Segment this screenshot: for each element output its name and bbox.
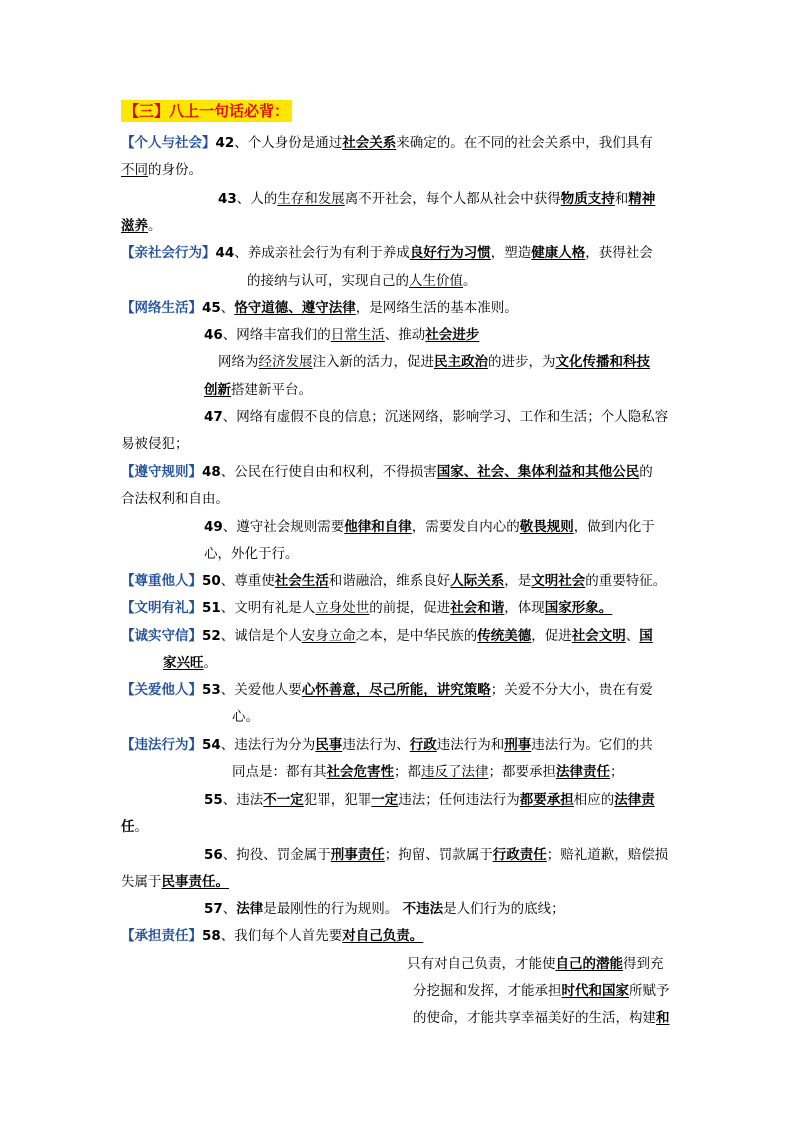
text-line (121, 434, 189, 454)
key-term: 家兴旺 (163, 655, 204, 671)
plain-text: 、 (220, 300, 235, 316)
bold-text: 58 (202, 928, 221, 944)
plain-text: 犯罪，犯罪 (303, 792, 372, 808)
key-term: 社会和谐 (450, 600, 505, 616)
key-term: 民事 (315, 737, 343, 753)
plain-text: 、个人身份是通过 (234, 135, 343, 151)
plain-text: ； (610, 764, 624, 780)
key-term: 法律责任 (556, 764, 610, 780)
key-term: 行政责任 (492, 847, 547, 863)
plain-text: 、文明有礼是人 (220, 600, 316, 616)
text-line (204, 790, 655, 810)
text-line (163, 653, 217, 673)
topic-tag: 【尊重他人】 (121, 573, 202, 589)
text-line (121, 735, 653, 755)
plain-text: 来确定的。在不同的社会关系中，我们具有 (396, 135, 653, 151)
text-line (121, 598, 612, 618)
bold-text: 法律 (236, 901, 264, 917)
key-term: 和 (656, 1010, 670, 1026)
plain-text: 违法行为。它们的共 (531, 737, 653, 753)
text-line (204, 517, 655, 537)
text-line (121, 817, 148, 837)
plain-text: 、违法行为分为 (220, 737, 316, 753)
text-line (121, 926, 423, 946)
text-line (121, 489, 229, 509)
bold-text: 52 (202, 628, 221, 644)
plain-text: 之本，是中华民族的 (355, 628, 478, 644)
topic-tag: 【违法行为】 (121, 737, 202, 753)
key-term: 社会关系 (342, 135, 397, 151)
plain-text: ，获得社会 (585, 245, 653, 261)
plain-text: 、网络有虚假不良的信息；沉迷网络，影响学习、工作和生活；个人隐私容 (222, 409, 669, 425)
text-line (413, 1008, 670, 1028)
plain-text: ；关爱不分大小，贵在有爱 (490, 682, 653, 698)
plain-text: 搭建新平台。 (231, 382, 312, 398)
key-term: 刑事责任 (330, 847, 385, 863)
key-term: 他律和自律 (344, 519, 412, 535)
underlined-text: 经济发展 (258, 354, 313, 370)
plain-text: 、人的 (236, 191, 278, 207)
plain-text: ；赔礼道歉，赔偿损 (546, 847, 669, 863)
plain-text: 的身份。 (148, 162, 202, 178)
plain-text: 的进步，为 (488, 354, 556, 370)
text-line (232, 707, 259, 727)
plain-text: ，需要发自内心的 (411, 519, 520, 535)
bold-text: 50 (202, 573, 221, 589)
key-term: 国 (639, 628, 653, 644)
plain-text: 注入新的活力，促进 (312, 354, 434, 370)
plain-text: 的重要特征。 (585, 573, 667, 589)
text-line (204, 899, 565, 919)
bold-text: 42 (215, 135, 235, 151)
text-line (121, 160, 202, 180)
topic-tag: 【网络生活】 (121, 300, 202, 316)
underlined-text: 日常生活 (330, 327, 385, 343)
plain-text: 、公民在行使自由和权利，不得损害 (220, 464, 437, 480)
key-term: 恪守道德、遵守法律 (234, 300, 356, 316)
underlined-text: 立身处世 (315, 600, 370, 616)
plain-text: 的接纳与认可，实现自己的 (247, 273, 409, 289)
key-term: 社会进步 (425, 327, 480, 343)
topic-tag: 【文明有礼】 (121, 600, 202, 616)
plain-text: 和谐融洽，维系良好 (328, 573, 451, 589)
key-term: 创新 (204, 382, 231, 398)
plain-text: 心，外化于行。 (204, 546, 299, 562)
bold-text: 46 (204, 327, 223, 343)
bold-text: 45 (202, 300, 221, 316)
key-term: 文化传播和科技 (555, 354, 650, 370)
plain-text: 是最刚性的行为规则。 (263, 901, 403, 917)
key-term: 滋养 (121, 218, 148, 234)
plain-text: 、网络丰富我们的 (222, 327, 331, 343)
bold-text: 47 (204, 409, 223, 425)
plain-text: 违法行为、 (342, 737, 410, 753)
plain-text: 失属于 (121, 874, 162, 890)
bold-text: 57 (204, 901, 223, 917)
text-line (204, 544, 299, 564)
plain-text: 的前提，促进 (369, 600, 451, 616)
plain-text: 易被侵犯； (121, 436, 189, 452)
underlined-text: 人生价值 (409, 273, 463, 289)
key-term: 社会文明 (571, 628, 626, 644)
topic-tag: 【承担责任】 (121, 928, 202, 944)
key-term: 行政 (409, 737, 437, 753)
plain-text: 同点是：都有其 (232, 764, 327, 780)
text-line (204, 407, 668, 427)
bold-text: 49 (204, 519, 223, 535)
plain-text: 、诚信是个人 (220, 628, 302, 644)
plain-text: 、养成亲社会行为有利于养成 (234, 245, 410, 261)
plain-text: 只有对自己负责，才能使 (407, 956, 556, 972)
plain-text: ，体现 (504, 600, 545, 616)
topic-tag: 【亲社会行为】 (121, 245, 216, 261)
text-line (232, 762, 624, 782)
text-line (204, 845, 668, 865)
underlined-text: 不同 (121, 162, 148, 178)
plain-text: 、尊重使 (220, 573, 275, 589)
bold-text: 56 (204, 847, 223, 863)
key-term: 时代和国家 (561, 983, 629, 999)
bold-text: 48 (202, 464, 221, 480)
text-line (407, 954, 664, 974)
plain-text: 网络为 (218, 354, 259, 370)
plain-text: ；都 (394, 764, 421, 780)
plain-text: 相应的 (573, 792, 615, 808)
plain-text: ；拘留、罚款属于 (384, 847, 493, 863)
underlined-text: 安身立命 (301, 628, 356, 644)
text-line (121, 216, 162, 236)
key-term: 传统美德 (477, 628, 532, 644)
bold-text: 53 (202, 682, 221, 698)
key-term: 民主政治 (434, 354, 488, 370)
text-line (121, 872, 229, 892)
key-term: 刑事 (504, 737, 532, 753)
key-term: 国家、社会、集体利益和其他公民 (436, 464, 640, 480)
key-term: 敬畏规则 (519, 519, 574, 535)
plain-text: 、我们每个人首先要 (220, 928, 343, 944)
plain-text: ，塑造 (490, 245, 532, 261)
text-line (218, 352, 650, 372)
bold-text: 54 (202, 737, 221, 753)
plain-text: 合法权利和自由。 (121, 491, 229, 507)
bold-text: 51 (202, 600, 221, 616)
text-line (218, 189, 655, 209)
plain-text: 离不开社会，每个人都从社会中获得 (344, 191, 561, 207)
plain-text: 的 (639, 464, 653, 480)
plain-text: ；都要承担 (488, 764, 556, 780)
plain-text: 违法行为和 (436, 737, 505, 753)
key-term: 对自己负责。 (342, 928, 424, 944)
text-line (121, 462, 653, 482)
bold-text: 55 (204, 792, 223, 808)
text-line (121, 298, 518, 318)
plain-text: 、违法 (222, 792, 264, 808)
topic-tag: 【个人与社会】 (121, 135, 216, 151)
key-term: 人际关系 (450, 573, 505, 589)
plain-text: 和 (614, 191, 629, 207)
plain-text: 、推动 (384, 327, 426, 343)
section-title: 【三】八上一句话必背： (121, 100, 292, 122)
text-line (204, 380, 312, 400)
key-term: 社会危害性 (326, 764, 394, 780)
key-term: 民事责任。 (161, 874, 229, 890)
key-term: 国家形象。 (544, 600, 613, 616)
bold-text: 43 (218, 191, 237, 207)
plain-text: 得到充 (623, 956, 664, 972)
key-term: 自己的潜能 (555, 956, 623, 972)
underlined-text: 生存和发展 (277, 191, 345, 207)
key-term: 心怀善意，尽己所能，讲究策略 (301, 682, 491, 698)
bold-text: 任 (121, 819, 135, 835)
plain-text: 。 (463, 273, 477, 289)
key-term: 不一定 (263, 792, 304, 808)
plain-text: 、 (625, 628, 640, 644)
key-term: 一定 (371, 792, 399, 808)
text-line (413, 981, 670, 1001)
text-line (121, 133, 653, 153)
text-line (121, 571, 666, 591)
plain-text: 的使命，才能共享幸福美好的生活，构建 (413, 1010, 656, 1026)
key-term: 法律责 (614, 792, 655, 808)
text-line (121, 680, 653, 700)
key-term: 健康人格 (531, 245, 586, 261)
key-term: 精神 (628, 191, 656, 207)
topic-tag: 【诚实守信】 (121, 628, 202, 644)
bold-text: 不违法 (402, 901, 444, 917)
plain-text: 分挖掘和发挥，才能承担 (413, 983, 562, 999)
plain-text: 、关爱他人要 (220, 682, 302, 698)
text-line (121, 626, 653, 646)
plain-text: ，是 (504, 573, 532, 589)
plain-text: 、遵守社会规则需要 (222, 519, 345, 535)
key-term: 文明社会 (531, 573, 586, 589)
plain-text: 。 (203, 655, 217, 671)
plain-text: ，做到内化于 (573, 519, 655, 535)
underlined-text: 违反了法律 (421, 764, 489, 780)
key-term: 物质支持 (560, 191, 615, 207)
text-line (204, 325, 479, 345)
text-line (247, 271, 477, 291)
plain-text: 。 (134, 819, 148, 835)
key-term: 都要承担 (519, 792, 574, 808)
key-term: 良好行为习惯 (409, 245, 491, 261)
plain-text: 、 (222, 901, 237, 917)
plain-text: ，促进 (531, 628, 572, 644)
plain-text: 心。 (232, 709, 259, 725)
plain-text: ，是网络生活的基本准则。 (355, 300, 518, 316)
topic-tag: 【遵守规则】 (121, 464, 202, 480)
plain-text: 、拘役、罚金属于 (222, 847, 331, 863)
plain-text: 所赋予 (629, 983, 670, 999)
plain-text: 是人们行为的底线； (443, 901, 565, 917)
topic-tag: 【关爱他人】 (121, 682, 202, 698)
plain-text: 违法；任何违法行为 (398, 792, 520, 808)
text-line (121, 243, 653, 263)
key-term: 社会生活 (274, 573, 329, 589)
bold-text: 44 (215, 245, 235, 261)
plain-text: 。 (148, 218, 162, 234)
